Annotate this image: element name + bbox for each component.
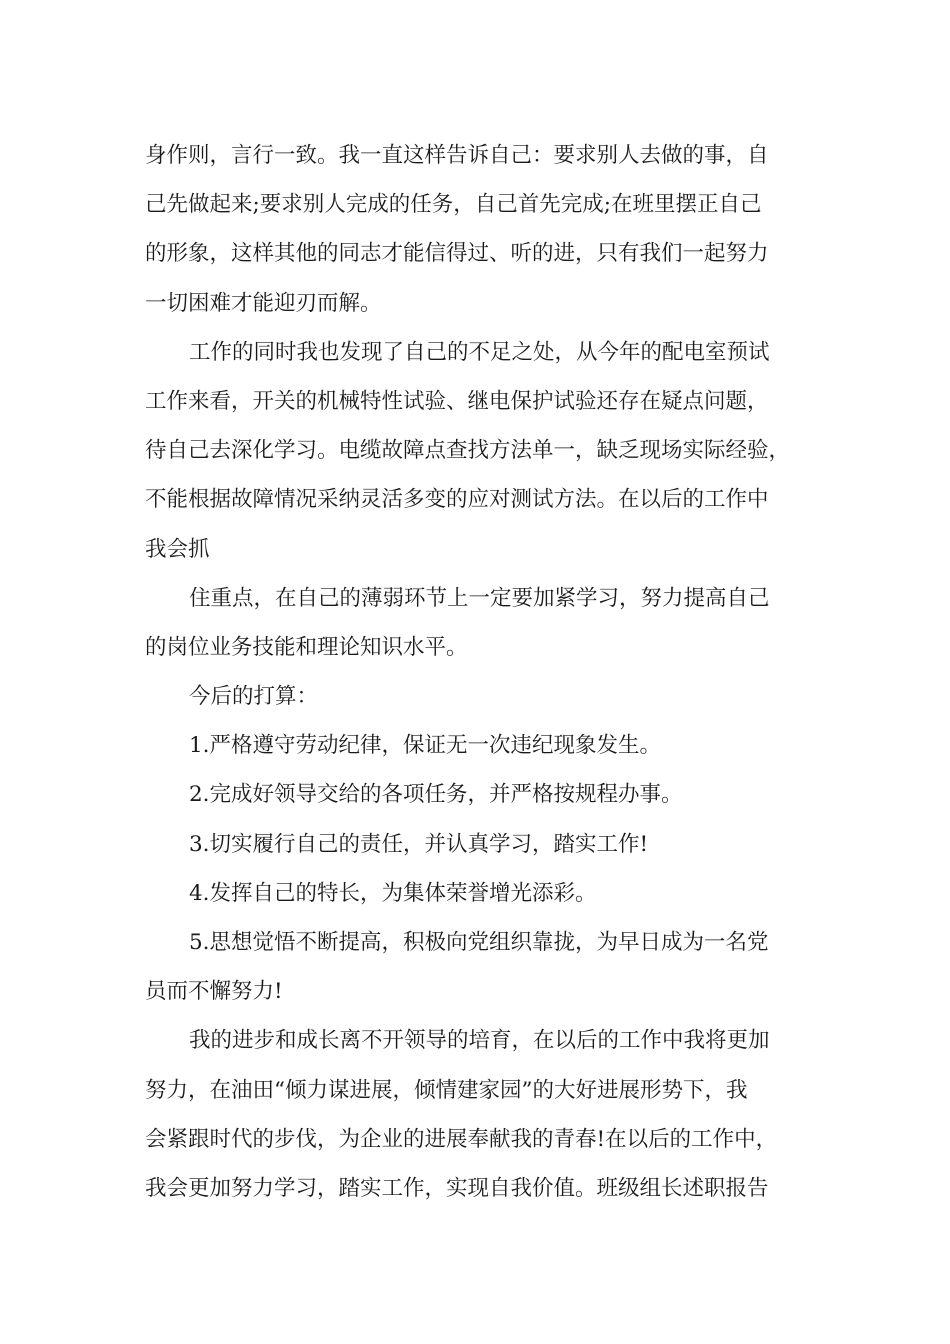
list-item: 3.切实履行自己的责任，并认真学习，踏实工作! [189,831,649,857]
text-line: 不能根据故障情况采纳灵活多变的应对测试方法。在以后的工作中 [145,487,769,513]
paragraph-text [145,131,820,1213]
text-line: 身作则，言行一致。我一直这样告诉自己：要求别人去做的事，自 [145,143,769,168]
text-line: 我会更加努力学习，踏实工作，实现自我价值。班级组长述职报告 [145,1175,769,1201]
text-line: 的岗位业务技能和理论知识水平。 [145,634,468,660]
list-item: 1.严格遵守劳动纪律，保证无一次违纪现象发生。 [189,733,662,759]
text-line: 的形象，这样其他的同志才能信得过、听的进，只有我们一起努力 [145,241,769,267]
text-line: 会紧跟时代的步伐，为企业的进展奉献我的青春!在以后的工作中， [145,1126,778,1152]
list-item: 4.发挥自己的特长，为集体荣誉增光添彩。 [189,880,597,906]
text-line: 住重点，在自己的薄弱环节上一定要加紧学习，努力提高自己 [189,585,770,611]
text-line: 我会抓 [145,536,210,562]
text-line: 工作来看，开关的机械特性试验、继电保护试验还存在疑点问题， [145,388,769,414]
text-line: 待自己去深化学习。电缆故障点查找方法单一，缺乏现场实际经验， [145,438,791,464]
list-item: 2.完成好领导交给的各项任务，并严格按规程办事。 [189,782,683,808]
text-line: 员而不懈努力! [145,979,283,1005]
document-body [145,131,820,1213]
section-heading: 今后的打算： [189,684,319,710]
text-line: 一切困难才能迎刃而解。 [145,290,382,316]
text-line: 己先做起来;要求别人完成的任务，自己首先完成;在班里摆正自己 [145,192,762,218]
text-line: 努力，在油田“倾力谋进展，倾情建家园”的大好进展形势下，我 [145,1077,748,1103]
list-item: 5.思想觉悟不断提高，积极向党组织靠拢，为早日成为一名党 [189,930,769,955]
text-line: 工作的同时我也发现了自己的不足之处，从今年的配电室预试 [189,339,770,365]
text-line: 我的进步和成长离不开领导的培育，在以后的工作中我将更加 [189,1028,770,1054]
